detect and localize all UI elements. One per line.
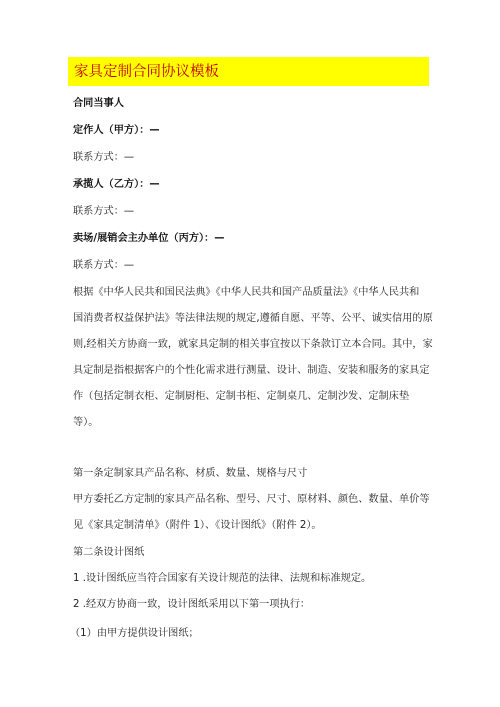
article-2-item: 1 .设计图纸应当符合国家有关设计规范的法律、法规和标准规定。 xyxy=(73,573,372,584)
party-a-label: 定作人（甲方）：— xyxy=(73,125,160,136)
document-title: 家具定制合同协议模板 xyxy=(74,64,219,80)
article-2-subitem: （1）由甲方提供设计图纸； xyxy=(70,628,199,639)
article-2-item: 2 .经双方协商一致，设计图纸采用以下第一项执行： xyxy=(73,599,311,610)
party-c-contact: 联系方式：— xyxy=(73,260,135,271)
party-a-contact: 联系方式：— xyxy=(73,152,135,163)
article-1-body: 见《家具定制清单》（附件 1）、《设计图纸》（附件 2）。 xyxy=(73,520,322,531)
party-b-label: 承揽人（乙方）：— xyxy=(73,179,160,190)
preamble-line: 作（包括定制衣柜、定制厨柜、定制书柜、定制桌几、定制沙发、定制床垫 xyxy=(73,391,410,402)
article-1-body: 甲方委托乙方定制的家具产品名称、型号、尺寸、原材料、颜色、数量、单价等 xyxy=(73,494,430,505)
preamble-line: 具定制是指根据客户的个性化需求进行测量、设计、制造、安装和服务的家具定 xyxy=(73,365,430,376)
party-c-label: 卖场/展销会主办单位（丙方）：— xyxy=(73,233,225,244)
preamble-line: 国消费者权益保护法》等法律法规的规定,遵循自愿、平等、公平、诚实信用的原 xyxy=(73,313,433,324)
preamble-line: 等）。 xyxy=(73,417,99,428)
preamble-line: 根据《中华人民共和国民法典》《中华人民共和国产品质量法》《中华人民共和 xyxy=(73,287,420,298)
article-2-heading: 第二条设计图纸 xyxy=(73,547,145,558)
article-1-heading: 第一条定制家具产品名称、材质、数量、规格与尺寸 xyxy=(73,468,308,479)
section-parties-heading: 合同当事人 xyxy=(73,98,124,109)
preamble-line: 则,经相关方协商一致，就家具定制的相关事宜按以下条款订立本合同。其中，家 xyxy=(73,339,433,350)
party-b-contact: 联系方式：— xyxy=(73,206,135,217)
